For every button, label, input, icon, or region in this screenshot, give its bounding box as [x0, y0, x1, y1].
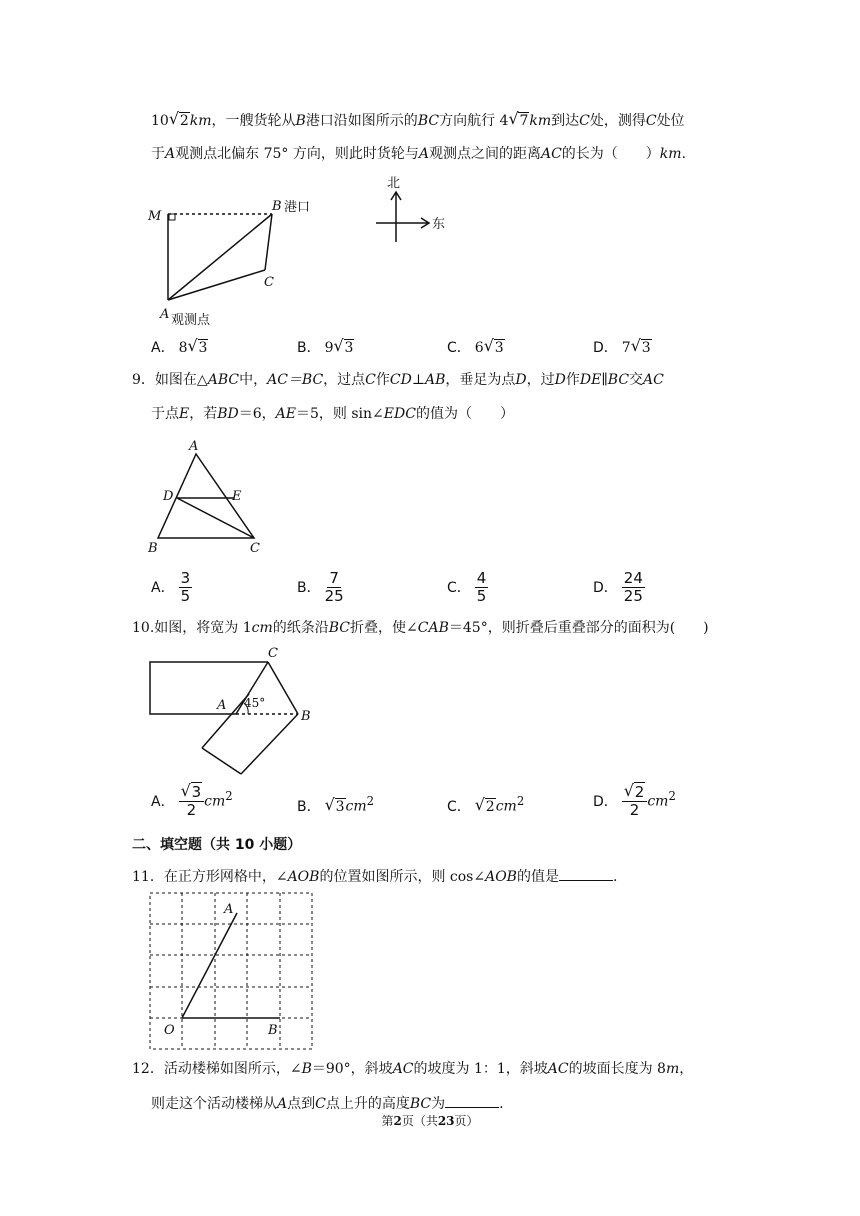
folded-edge-1 — [241, 714, 298, 774]
sqrt: √ 2 — [475, 796, 496, 818]
label-port: 港口 — [284, 200, 311, 215]
sqrt: √ 3 — [484, 337, 505, 359]
sqrt: √ 3 — [325, 796, 346, 818]
label-A: A — [189, 439, 199, 454]
answer-blank[interactable] — [559, 866, 613, 881]
fraction: √ $\frac{2}{2}$ — [622, 784, 648, 819]
q10-figure — [140, 640, 340, 790]
fraction: $\frac{3}{5}$ — [180, 569, 191, 605]
label-A: A — [224, 902, 234, 917]
fraction: $\frac{4}{5}$ — [476, 569, 487, 605]
q9-option-a[interactable]: A． $\frac{3}{5}$ — [151, 569, 191, 605]
folded-edge-2 — [202, 748, 241, 774]
q10-option-d[interactable]: D． √ $\frac{2}{2}$ $cm^2$ — [593, 784, 676, 819]
label-C: C — [264, 275, 274, 290]
page-footer: 第2页（共23页） — [381, 1114, 479, 1128]
q12-line1: 12．活动楼梯如图所示，∠B＝90°，斜坡AC的坡度为 1：1，斜坡AC的坡面长度为 8m， — [132, 1061, 694, 1077]
q8-line1: 10√ 2km，一艘货轮从B港口沿如图所示的BC方向航行 4√ 7km到达C处，测得C处位 — [151, 111, 685, 131]
fraction: √ $\frac{3}{2}$ — [179, 784, 205, 819]
q9-option-d[interactable]: D． $\frac{24}{25}$ — [593, 569, 643, 605]
fraction: $\frac{24}{25}$ — [623, 569, 643, 605]
q10-option-c[interactable]: C．√ $2cm^2$ — [447, 790, 524, 818]
sqrt: √ 3 — [188, 337, 209, 359]
q9-option-b[interactable]: B． $\frac{7}{25}$ — [297, 569, 344, 605]
q8-figure — [140, 170, 460, 330]
q8-option-b[interactable]: B． 9√ 3 — [297, 337, 354, 359]
label-E: E — [232, 489, 242, 504]
line-DC — [177, 498, 254, 538]
q9-option-c[interactable]: C． $\frac{4}{5}$ — [447, 569, 487, 605]
line-BC — [265, 214, 272, 270]
section-title: 二、填空题（共 10 小题） — [132, 837, 302, 853]
line-CB — [268, 662, 298, 714]
right-angle — [169, 214, 175, 220]
q10-option-a[interactable]: A． √ $\frac{3}{2}$ $cm^2$ — [151, 784, 233, 819]
q8-line2: 于A观测点北偏东 75° 方向，则此时货轮与A观测点之间的距离AC的长为（ ）km. — [151, 146, 687, 162]
q12-line2: 则走这个活动楼梯从A点到C点上升的高度BC为 . — [151, 1093, 504, 1114]
sqrt: √ 3 — [631, 337, 652, 359]
label-B: B — [272, 199, 282, 214]
label-M: M — [148, 209, 162, 224]
q11-line: 11．在正方形网格中，∠AOB的位置如图所示，则 cos∠AOB的值是 . — [132, 866, 617, 887]
q9-line1: 9．如图在△ABC中，AC＝BC，过点C作CD⊥AB，垂足为点D，过D作DE∥BC交AC — [132, 372, 664, 388]
ray-OA — [182, 913, 237, 1018]
label-B: B — [301, 709, 311, 724]
q8-option-c[interactable]: C． 6√ 3 — [447, 337, 505, 359]
sqrt: √ 7 — [508, 111, 529, 131]
line-AB — [168, 214, 272, 300]
q8-option-a[interactable]: A． 8√ 3 — [151, 337, 208, 359]
label-C: C — [250, 541, 260, 556]
line-CA — [168, 270, 265, 300]
q9-figure — [140, 436, 280, 561]
sqrt: √ 3 — [334, 337, 355, 359]
fraction: $\frac{7}{25}$ — [324, 569, 344, 605]
label-observer: 观测点 — [171, 313, 211, 328]
q9-line2: 于点E，若BD＝6，AE＝5，则 sin∠EDC的值为（ ） — [151, 406, 514, 422]
text: 10 — [151, 113, 169, 129]
label-A: A — [217, 698, 227, 713]
q11-figure — [150, 893, 320, 1053]
sqrt: √ 2 — [169, 111, 190, 131]
label-C: C — [268, 646, 278, 661]
q8-option-d[interactable]: D． 7√ 3 — [593, 337, 652, 359]
label-angle: 45° — [244, 696, 266, 710]
label-B: B — [268, 1023, 278, 1038]
label-O: O — [164, 1023, 175, 1038]
label-B: B — [148, 541, 158, 556]
label-D: D — [163, 489, 174, 504]
answer-blank[interactable] — [445, 1093, 499, 1108]
label-north: 北 — [387, 176, 401, 191]
q10-line1: 10.如图，将宽为 1cm的纸条沿BC折叠，使∠CAB＝45°，则折叠后重叠部分的面积为( ) — [132, 620, 709, 636]
q10-option-b[interactable]: B．√ $3cm^2$ — [297, 790, 374, 818]
label-east: 东 — [432, 217, 446, 232]
label-A: A — [160, 307, 170, 322]
